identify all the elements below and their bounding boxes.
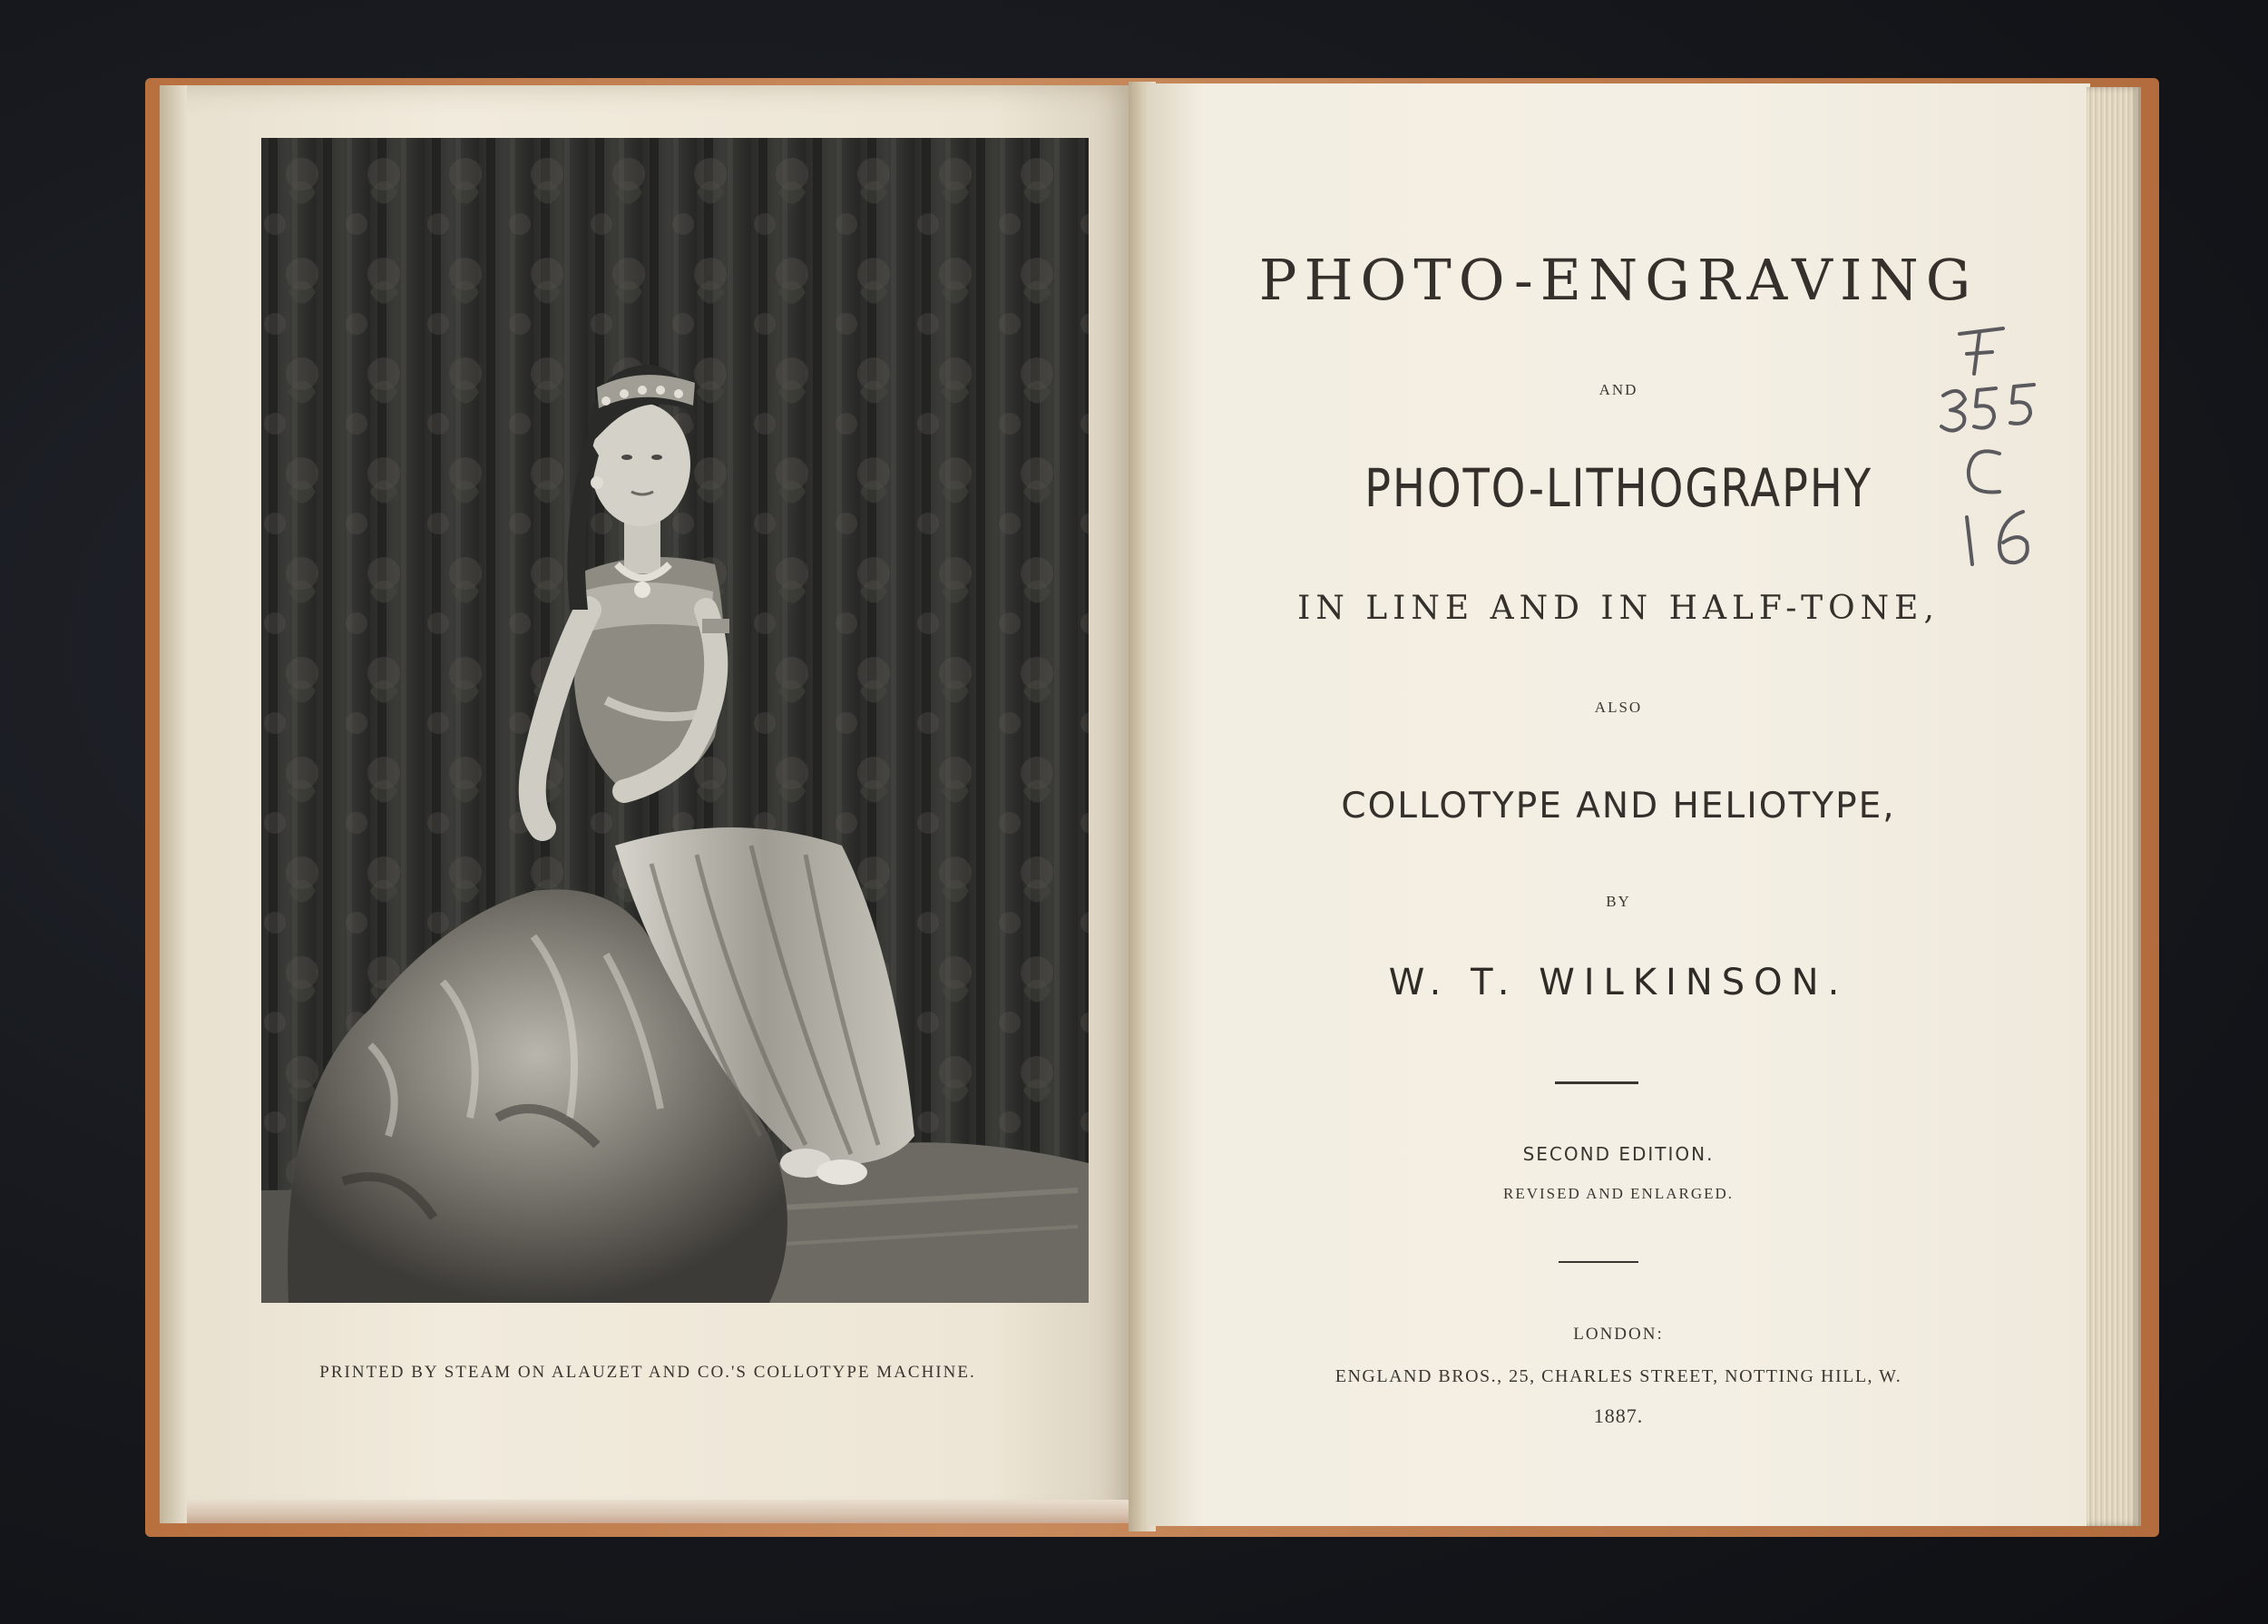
divider-rule-lower bbox=[1559, 1261, 1638, 1263]
title-line-photo-lithography: PHOTO-LITHOGRAPHY bbox=[1364, 457, 1872, 519]
frontispiece-caption: PRINTED BY STEAM ON ALAUZET AND CO.'S COLLOTYPE MACHINE. bbox=[319, 1363, 976, 1382]
title-and: AND bbox=[1598, 381, 1638, 398]
title-line-collotype: COLLOTYPE AND HELIOTYPE, bbox=[1341, 786, 1896, 827]
handwritten-call-number bbox=[1932, 318, 2059, 572]
title-also: ALSO bbox=[1594, 699, 1643, 716]
title-line-photo-engraving: PHOTO-ENGRAVING bbox=[1258, 247, 1979, 313]
imprint-place: LONDON: bbox=[1573, 1325, 1664, 1344]
edition-statement: SECOND EDITION. bbox=[1522, 1143, 1715, 1165]
imprint-year: 1887. bbox=[1593, 1404, 1644, 1427]
page-stack-edge bbox=[2087, 87, 2141, 1526]
left-page-bottom-edge bbox=[187, 1500, 1136, 1523]
divider-rule bbox=[1555, 1081, 1638, 1084]
pencil-call-number-drawing bbox=[1932, 318, 2059, 572]
title-line-half-tone: IN LINE AND IN HALF-TONE, bbox=[1297, 590, 1940, 627]
frontispiece-photograph bbox=[261, 138, 1089, 1303]
title-by: BY bbox=[1606, 893, 1631, 910]
imprint-publisher: ENGLAND BROS., 25, CHARLES STREET, NOTTING HILL, W. bbox=[1334, 1366, 1902, 1386]
author-name: W. T. WILKINSON. bbox=[1388, 962, 1849, 1003]
photograph-illustration bbox=[261, 138, 1089, 1303]
revised-statement: REVISED AND ENLARGED. bbox=[1502, 1185, 1735, 1202]
left-page-edge bbox=[160, 85, 187, 1523]
